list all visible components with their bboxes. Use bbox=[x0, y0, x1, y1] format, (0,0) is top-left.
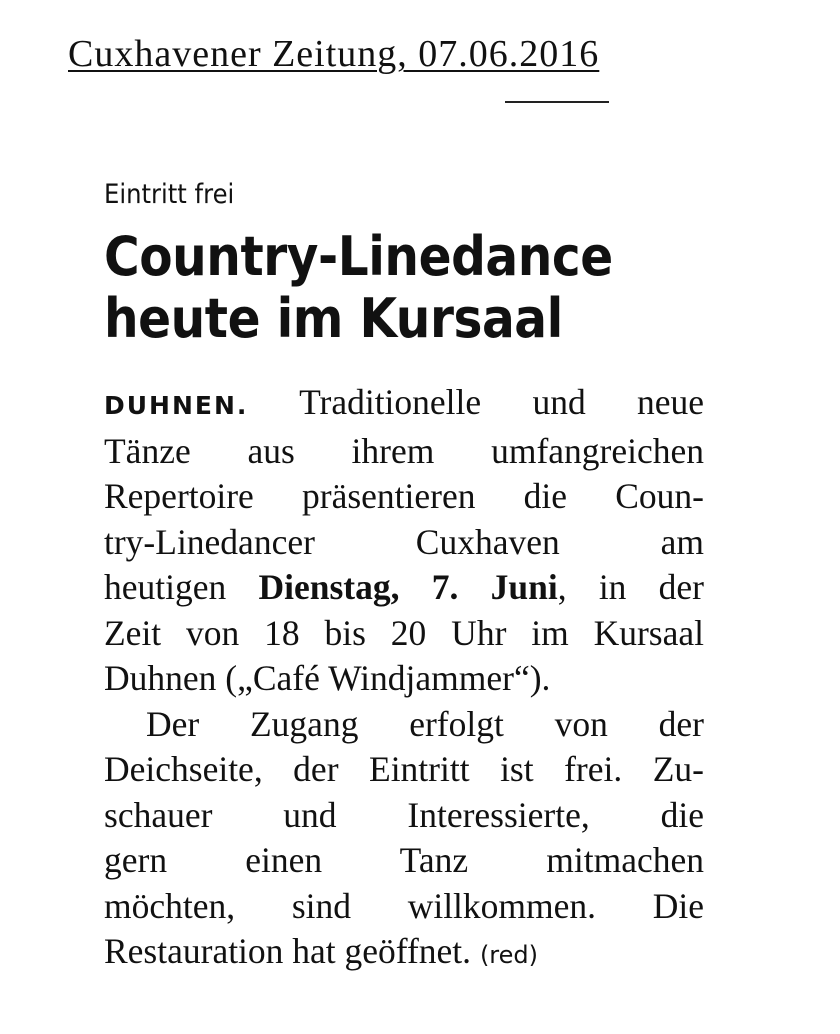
body-line: Tänze aus ihrem umfangreichen bbox=[104, 430, 704, 471]
article-body bbox=[104, 380, 704, 979]
article-headline bbox=[104, 226, 734, 350]
body-line: Duhnen („Café Windjammer“). bbox=[104, 658, 551, 698]
body-line bbox=[104, 380, 704, 429]
body-line: schauer und Interessierte, die bbox=[104, 794, 704, 835]
body-line bbox=[104, 929, 704, 979]
headline-line-2: heute im Kursaal bbox=[104, 287, 563, 350]
newspaper-source-line: Cuxhavener Zeitung, 07.06.2016 bbox=[68, 33, 600, 75]
body-line: Repertoire präsentieren die Coun- bbox=[104, 476, 704, 516]
body-line: gern einen Tanz mitmachen bbox=[104, 840, 704, 880]
body-line: möchten, sind willkommen. Die bbox=[104, 885, 704, 926]
article bbox=[104, 172, 704, 979]
body-line: Der Zugang erfolgt von der bbox=[146, 703, 704, 744]
divider-rule bbox=[505, 101, 609, 103]
body-text-fragment: Traditionelle und neue bbox=[299, 382, 705, 422]
headline-line-1: Country-Linedance bbox=[104, 225, 613, 288]
body-line bbox=[104, 565, 704, 611]
body-line: try-Linedancer Cuxhaven am bbox=[104, 521, 704, 562]
body-text-fragment: heutigen bbox=[104, 567, 259, 607]
body-text-fragment: , in der bbox=[557, 567, 704, 607]
dateline: DUHNEN. bbox=[104, 391, 249, 420]
article-kicker: Eintritt frei bbox=[104, 179, 235, 210]
body-line: Deichseite, der Eintritt ist frei. Zu- bbox=[104, 749, 704, 789]
event-date: Dienstag, 7. Juni bbox=[258, 567, 558, 607]
body-line: Zeit von 18 bis 20 Uhr im Kursaal bbox=[104, 612, 704, 653]
author-credit: (red) bbox=[479, 941, 539, 969]
body-text-fragment: Restauration hat geöffnet. bbox=[104, 931, 480, 971]
